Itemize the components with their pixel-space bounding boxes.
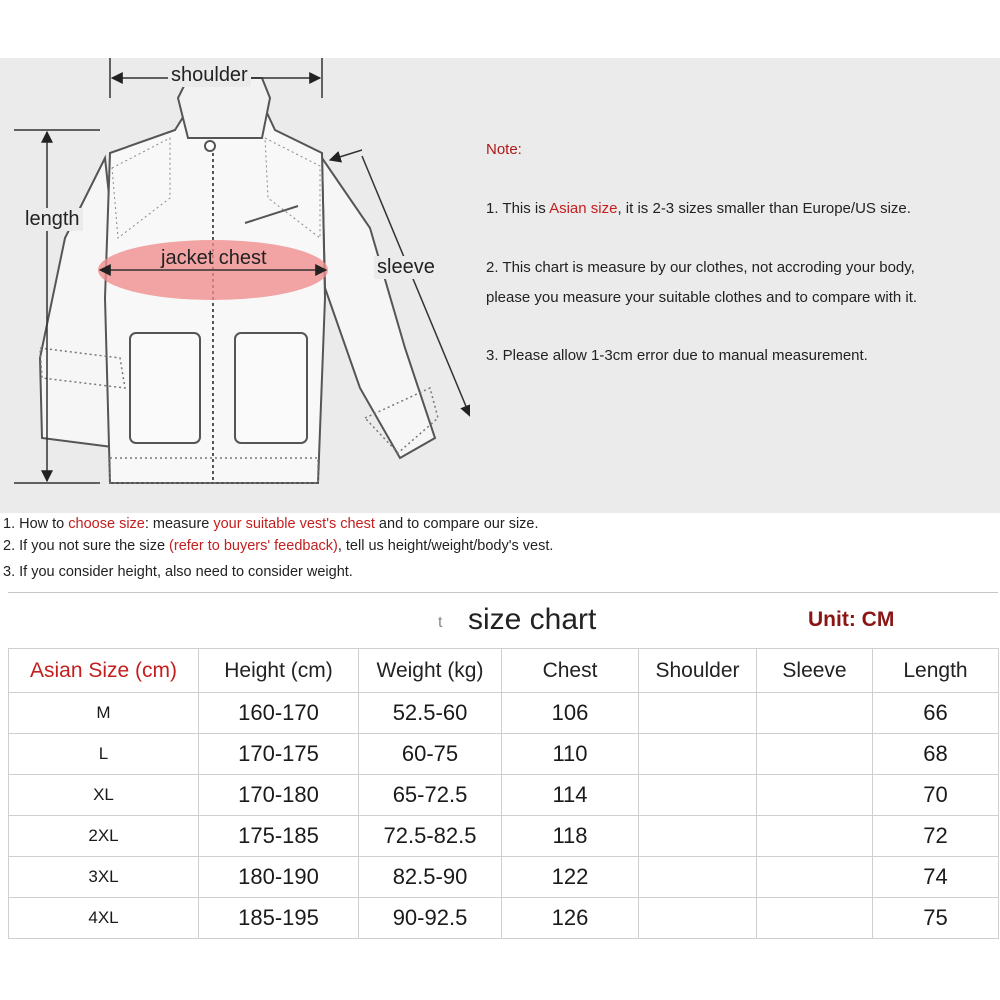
tip-line-2 bbox=[3, 538, 553, 554]
asian-size-highlight: Asian size bbox=[549, 200, 618, 217]
unit-label: Unit: CM bbox=[808, 608, 895, 631]
size-chart-title: size chart bbox=[468, 603, 597, 636]
table-cell: 122 bbox=[502, 857, 639, 898]
table-cell: 110 bbox=[502, 734, 639, 775]
table-cell bbox=[757, 775, 873, 816]
table-row bbox=[9, 775, 999, 816]
title-ghost-mark: t bbox=[438, 614, 443, 631]
chest-label: jacket chest bbox=[161, 247, 267, 269]
tip-line-1 bbox=[3, 516, 539, 532]
table-cell: 65-72.5 bbox=[359, 775, 502, 816]
table-cell: 170-180 bbox=[199, 775, 359, 816]
column-header: Chest bbox=[502, 649, 639, 693]
table-cell bbox=[757, 693, 873, 734]
tip-1-e: and to compare our size. bbox=[374, 516, 539, 532]
note-line-1-suffix: , it is 2-3 sizes smaller than Europe/US size. bbox=[617, 200, 911, 217]
tip-line-3: 3. If you consider height, also need to consider weight. bbox=[3, 564, 353, 580]
table-cell: 82.5-90 bbox=[359, 857, 502, 898]
jacket-diagram bbox=[0, 58, 470, 513]
tip-2-a: 2. If you not sure the size bbox=[3, 538, 170, 554]
table-cell: 160-170 bbox=[199, 693, 359, 734]
table-cell: 180-190 bbox=[199, 857, 359, 898]
table-cell: 2XL bbox=[9, 816, 199, 857]
table-cell: L bbox=[9, 734, 199, 775]
table-cell: 170-175 bbox=[199, 734, 359, 775]
note-line-1-prefix: 1. This is bbox=[486, 200, 550, 217]
table-cell: 175-185 bbox=[199, 816, 359, 857]
note-line-2b: please you measure your suitable clothes and to compare with it. bbox=[486, 289, 918, 306]
table-cell bbox=[639, 857, 757, 898]
table-header-row bbox=[9, 649, 999, 693]
shoulder-label: shoulder bbox=[168, 64, 251, 87]
tip-2-b: (refer to buyers' feedback) bbox=[169, 538, 338, 554]
table-cell: 106 bbox=[502, 693, 639, 734]
table-cell bbox=[639, 816, 757, 857]
column-header: Weight (kg) bbox=[359, 649, 502, 693]
table-cell: 60-75 bbox=[359, 734, 502, 775]
note-line-1 bbox=[486, 200, 911, 217]
table-cell: 185-195 bbox=[199, 898, 359, 939]
table-cell: 66 bbox=[873, 693, 999, 734]
table-cell: 90-92.5 bbox=[359, 898, 502, 939]
table-cell: M bbox=[9, 693, 199, 734]
tip-1-a: 1. How to bbox=[3, 516, 69, 532]
length-label: length bbox=[22, 208, 83, 231]
column-header: Asian Size (cm) bbox=[9, 649, 199, 693]
table-row bbox=[9, 734, 999, 775]
measurement-panel bbox=[0, 58, 1000, 513]
table-row bbox=[9, 857, 999, 898]
jacket-illustration bbox=[0, 58, 470, 513]
table-cell: 68 bbox=[873, 734, 999, 775]
column-header: Shoulder bbox=[639, 649, 757, 693]
table-row bbox=[9, 898, 999, 939]
table-cell: 72 bbox=[873, 816, 999, 857]
note-line-2a: 2. This chart is measure by our clothes, not accroding your body, bbox=[486, 259, 915, 276]
table-cell bbox=[757, 816, 873, 857]
note-line-3: 3. Please allow 1-3cm error due to manual measurement. bbox=[486, 347, 868, 364]
table-cell: 4XL bbox=[9, 898, 199, 939]
table-row bbox=[9, 816, 999, 857]
column-header: Height (cm) bbox=[199, 649, 359, 693]
table-cell bbox=[639, 775, 757, 816]
table-cell: 3XL bbox=[9, 857, 199, 898]
size-table bbox=[8, 648, 999, 939]
table-cell: 114 bbox=[502, 775, 639, 816]
table-cell: 72.5-82.5 bbox=[359, 816, 502, 857]
table-cell: 75 bbox=[873, 898, 999, 939]
table-cell: 126 bbox=[502, 898, 639, 939]
note-title: Note: bbox=[486, 141, 522, 158]
sleeve-label: sleeve bbox=[374, 256, 438, 279]
table-cell bbox=[757, 734, 873, 775]
table-cell bbox=[639, 898, 757, 939]
tip-1-d: your suitable vest's chest bbox=[213, 516, 375, 532]
table-cell bbox=[757, 857, 873, 898]
table-cell bbox=[639, 693, 757, 734]
table-cell: 118 bbox=[502, 816, 639, 857]
table-cell bbox=[757, 898, 873, 939]
table-cell bbox=[639, 734, 757, 775]
tip-1-c: : measure bbox=[144, 516, 214, 532]
table-cell: 74 bbox=[873, 857, 999, 898]
tip-2-c: , tell us height/weight/body's vest. bbox=[337, 538, 554, 554]
table-row bbox=[9, 693, 999, 734]
tip-1-b: choose size bbox=[68, 516, 145, 532]
table-cell: XL bbox=[9, 775, 199, 816]
table-cell: 52.5-60 bbox=[359, 693, 502, 734]
column-header: Length bbox=[873, 649, 999, 693]
column-header: Sleeve bbox=[757, 649, 873, 693]
table-cell: 70 bbox=[873, 775, 999, 816]
section-divider bbox=[8, 592, 998, 593]
